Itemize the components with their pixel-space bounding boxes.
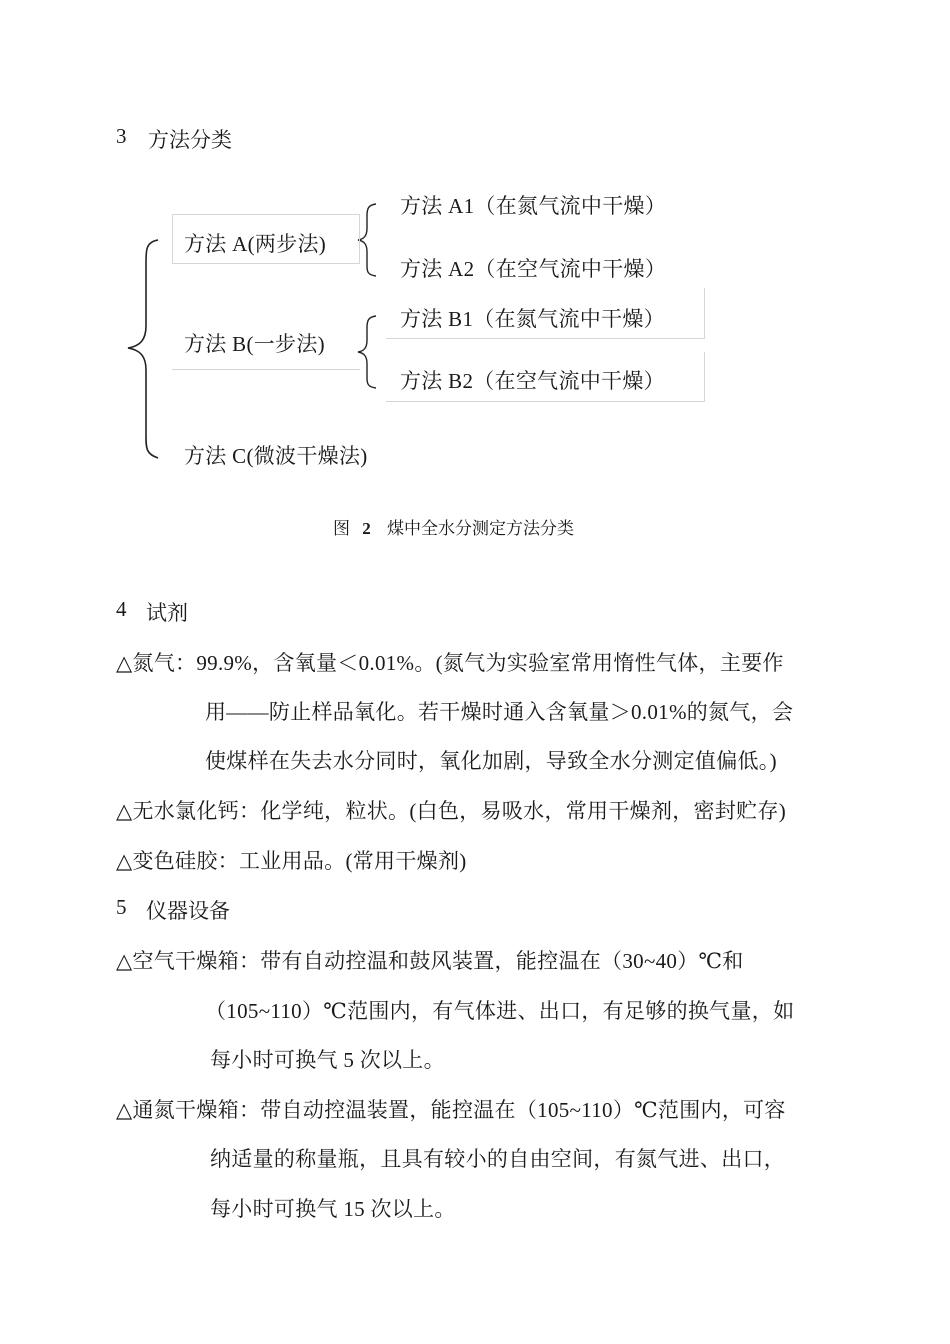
equipment-nitrogen-oven-line-2: 纳适量的称量瓶，且具有较小的自由空间，有氮气进、出口， <box>210 1147 786 1171</box>
equipment-air-oven-line-2: （105~110）℃范围内，有气体进、出口，有足够的换气量，如 <box>205 999 795 1023</box>
main-brace <box>128 240 158 458</box>
figure-caption-text: 煤中全水分测定方法分类 <box>387 519 574 538</box>
box-a-right <box>359 214 360 264</box>
box-a-left <box>172 214 173 264</box>
figure-label: 图 <box>333 519 350 538</box>
box-a-top <box>172 214 360 215</box>
equipment-nitrogen-oven-line-1: △通氮干燥箱：带自动控温装置，能控温在（105~110）℃范围内，可容 <box>116 1098 786 1122</box>
section-3-number: 3 <box>116 124 127 148</box>
figure-number: 2 <box>362 519 371 538</box>
figure-caption <box>333 514 574 539</box>
section-4-title: 试剂 <box>146 601 188 625</box>
box-b1-right <box>704 288 705 338</box>
method-b1-label: 方法 B1（在氮气流中干燥） <box>400 307 665 331</box>
box-b2-right <box>704 352 705 402</box>
section-5-number: 5 <box>116 895 127 919</box>
method-b-label: 方法 B(一步法) <box>184 332 325 356</box>
box-b2-bottom <box>386 401 705 402</box>
method-a2-label: 方法 A2（在空气流中干燥） <box>400 257 667 281</box>
reagent-nitrogen-line-3: 使煤样在失去水分同时，氧化加剧，导致全水分测定值偏低。) <box>205 749 777 773</box>
method-c-label: 方法 C(微波干燥法) <box>184 444 368 468</box>
section-5-title: 仪器设备 <box>146 899 230 923</box>
method-b2-label: 方法 B2（在空气流中干燥） <box>400 369 665 393</box>
reagent-silica-gel: △变色硅胶：工业用品。(常用干燥剂) <box>116 849 467 873</box>
reagent-nitrogen-line-1: △氮气：99.9%，含氧量＜0.01%。(氮气为实验室常用惰性气体，主要作 <box>116 651 784 675</box>
equipment-air-oven-line-1: △空气干燥箱：带有自动控温和鼓风装置，能控温在（30~40）℃和 <box>116 949 744 973</box>
section-4-number: 4 <box>116 597 127 621</box>
method-a-label: 方法 A(两步法) <box>184 232 327 256</box>
box-b1-bottom <box>386 338 705 339</box>
method-a1-label: 方法 A1（在氮气流中干燥） <box>400 194 667 218</box>
box-a-bottom <box>172 263 360 264</box>
brace-a <box>358 204 376 276</box>
section-3-title: 方法分类 <box>148 128 232 152</box>
reagent-nitrogen-line-2: 用——防止样品氧化。若干燥时通入含氧量＞0.01%的氮气，会 <box>205 700 794 724</box>
reagent-calcium-chloride: △无水氯化钙：化学纯，粒状。(白色，易吸水，常用干燥剂，密封贮存) <box>116 799 787 823</box>
equipment-nitrogen-oven-line-3: 每小时可换气 15 次以上。 <box>210 1197 456 1221</box>
brace-b <box>358 316 376 388</box>
box-b-bottom <box>172 369 360 370</box>
equipment-air-oven-line-3: 每小时可换气 5 次以上。 <box>210 1048 445 1072</box>
